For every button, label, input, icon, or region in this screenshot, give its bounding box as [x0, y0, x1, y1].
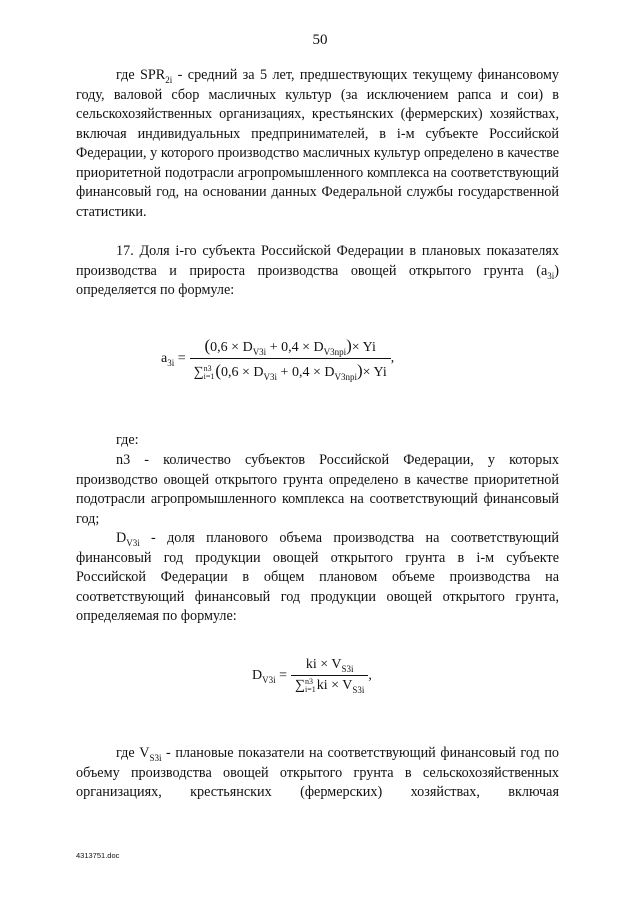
- formula-a3i: $a_{3i}$ = $(0,6 \times D_{V3i} + 0,4 \times D_{V3npi})\times Yi$ ∑n3 $i=1(0,6 \times D_{V3i} + 0,4 \times D_{V3npi})\times Yi$ ,: [161, 336, 395, 382]
- where-label: где:: [116, 432, 139, 448]
- paragraph-spr-definition: где $SPR_{2i}$ - средний за 5 лет, предшествующих текущему финансовому году, валовой сбор масличных культур (за исключением рапса и сои) в сельскохозяйственных организациях, крестьянских (фермерских) хозяйствах, включая индивидуальных предпринимателей, в i-м субъекте Российской Федерации, у которого производство масличных культур определено в качестве приоритетной подотрасли агропромышленного комплекса на соответствующий финансовый год, на основании данных Федеральной службы государственной статистики.: [76, 67, 560, 220]
- paragraph-n3-definition: n3 - количество субъектов Российской Федерации, у которых производство овощей открытого грунта определено в качестве приоритетной подотрасли агропромышленного комплекса на соответствующий финансовый год;: [76, 452, 559, 527]
- paragraph-dv3i-definition: $D_{V3i}$ - доля планового объема производства на соответствующий финансовый год продукции овощей открытого грунта в i-м субъекте Российской Федерации в общем плановом объеме производства на соответствующий финансовый год продукции овощей открытого грунта, определяемая по формуле:: [76, 530, 559, 624]
- formula-dv3i: $D_{V3i}$ = ki × $V_{S3i}$ ∑n3 $i=1ki \times V_{S3i}$ ,: [252, 657, 372, 696]
- paragraph-vs3i-definition: где $V_{S3i}$ - плановые показатели на соответствующий финансовый год по объему производства овощей открытого грунта в сельскохозяйственных организациях, крестьянских (фермерских) хозяйствах, включая: [76, 745, 560, 800]
- paragraph-17-share: 17. Доля i-го субъекта Российской Федерации в плановых показателях производства и прироста производства овощей открытого грунта $(a_{3i})$ определяется по формуле:: [76, 243, 559, 298]
- document-footer: 4313751.doc: [76, 851, 120, 860]
- page-number: 50: [312, 32, 328, 48]
